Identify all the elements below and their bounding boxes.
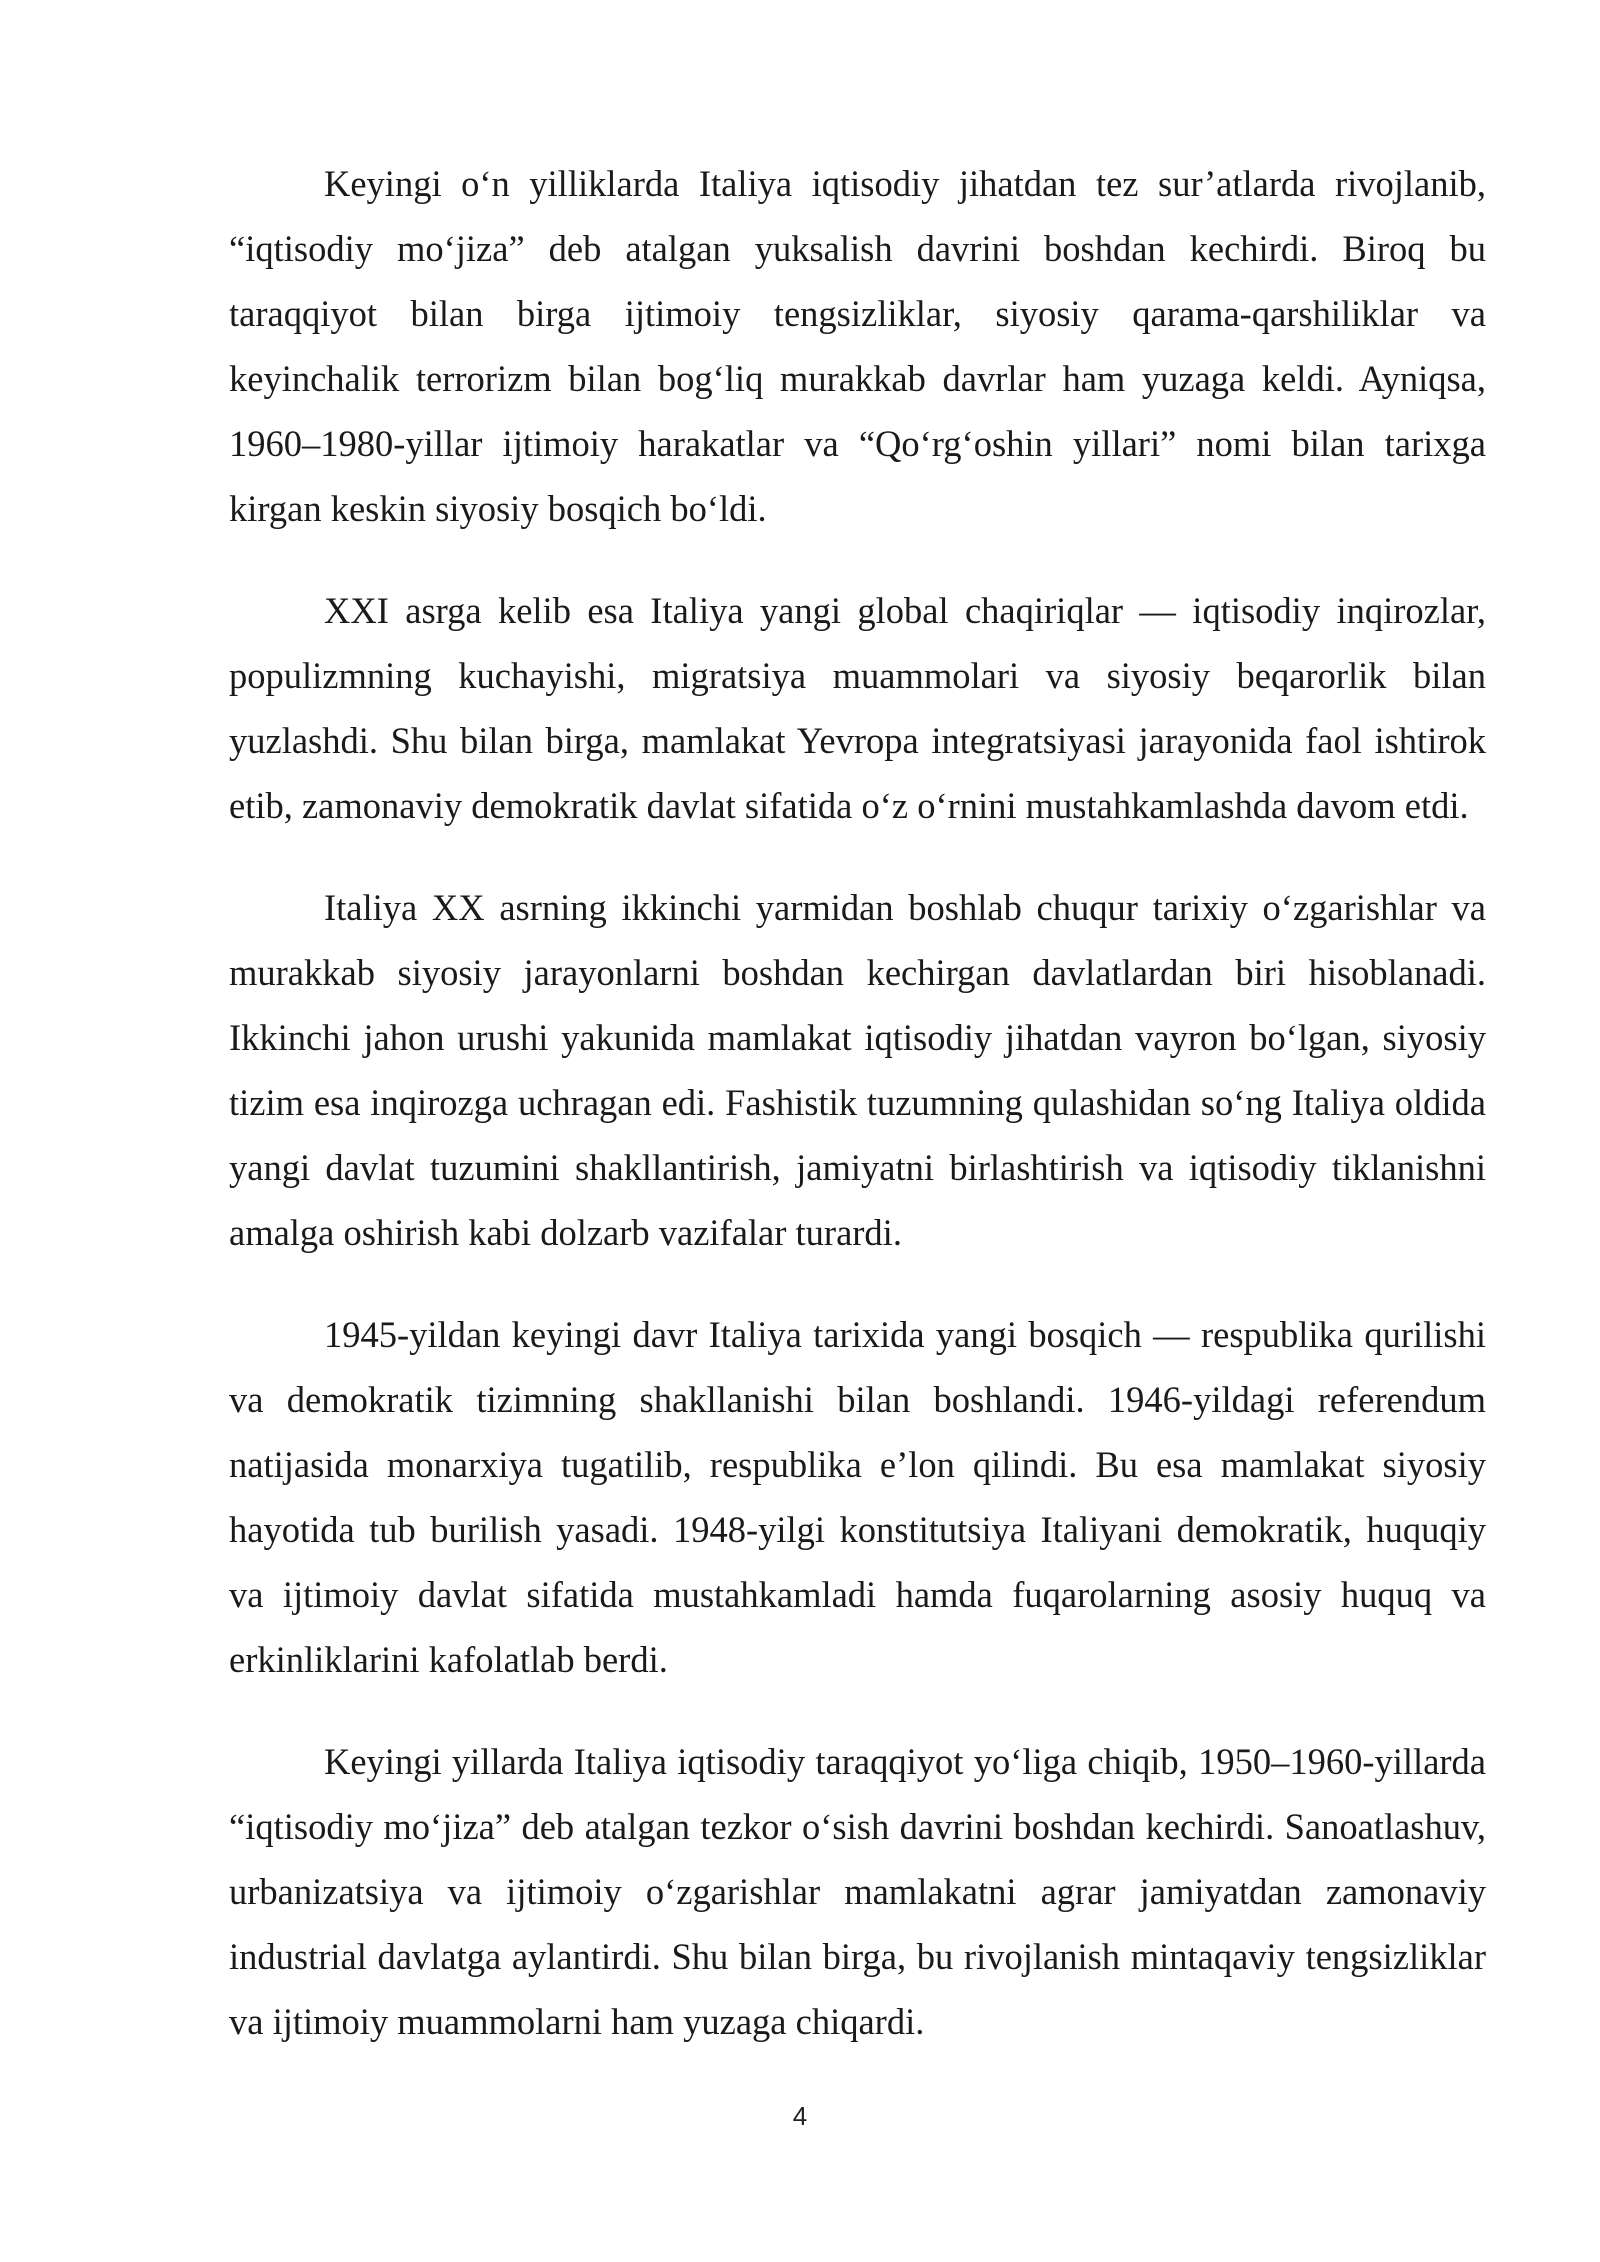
paragraph-2: XXI asrga kelib esa Italiya yangi global chaqiriqlar — iqtisodiy inqirozlar, populizmning kuchayishi, migratsiya muammolari va siyosiy beqarorlik bilan yuzlashdi. Shu bilan birga, mamlakat Yevropa integratsiyasi jarayonida faol ishtirok etib, zamonaviy demokratik davlat sifatida o‘z o‘rnini mustahkamlashda davom etdi. [229,590,1486,826]
page-number: 4 [792,2101,808,2131]
paragraph-5: Keyingi yillarda Italiya iqtisodiy taraqqiyot yo‘liga chiqib, 1950–1960-yillarda “iqtisodiy mo‘jiza” deb atalgan tezkor o‘sish davrini boshdan kechirdi. Sanoatlashuv, urbanizatsiya va ijtimoiy o‘zgarishlar mamlakatni agrar jamiyatdan zamonaviy industrial davlatga aylantirdi. Shu bilan birga, bu rivojlanish mintaqaviy tengsizliklar va ijtimoiy muammolarni ham yuzaga chiqardi. [229,1741,1486,2042]
paragraph-4: 1945-yildan keyingi davr Italiya tarixida yangi bosqich — respublika qurilishi va demokratik tizimning shakllanishi bilan boshlandi. 1946-yildagi referendum natijasida monarxiya tugatilib, respublika e’lon qilindi. Bu esa mamlakat siyosiy hayotida tub burilish yasadi. 1948-yilgi konstitutsiya Italiyani demokratik, huquqiy va ijtimoiy davlat sifatida mustahkamladi hamda fuqarolarning asosiy huquq va erkinliklarini kafolatlab berdi. [229,1314,1486,1680]
paragraph-1: Keyingi o‘n yilliklarda Italiya iqtisodiy jihatdan tez sur’atlarda rivojlanib, “iqtisodiy mo‘jiza” deb atalgan yuksalish davrini boshdan kechirdi. Biroq bu taraqqiyot bilan birga ijtimoiy tengsizliklar, siyosiy qarama-qarshiliklar va keyinchalik terrorizm bilan bog‘liq murakkab davrlar ham yuzaga keldi. Ayniqsa, 1960–1980-yillar ijtimoiy harakatlar va “Qo‘rg‘oshin yillari” nomi bilan tarixga kirgan keskin siyosiy bosqich bo‘ldi. [229,163,1486,529]
body-text [229,151,1486,2091]
paragraph-3: Italiya XX asrning ikkinchi yarmidan boshlab chuqur tarixiy o‘zgarishlar va murakkab siyosiy jarayonlarni boshdan kechirgan davlatlardan biri hisoblanadi. Ikkinchi jahon urushi yakunida mamlakat iqtisodiy jihatdan vayron bo‘lgan, siyosiy tizim esa inqirozga uchragan edi. Fashistik tuzumning qulashidan so‘ng Italiya oldida yangi davlat tuzumini shakllantirish, jamiyatni birlashtirish va iqtisodiy tiklanishni amalga oshirish kabi dolzarb vazifalar turardi. [229,887,1486,1253]
